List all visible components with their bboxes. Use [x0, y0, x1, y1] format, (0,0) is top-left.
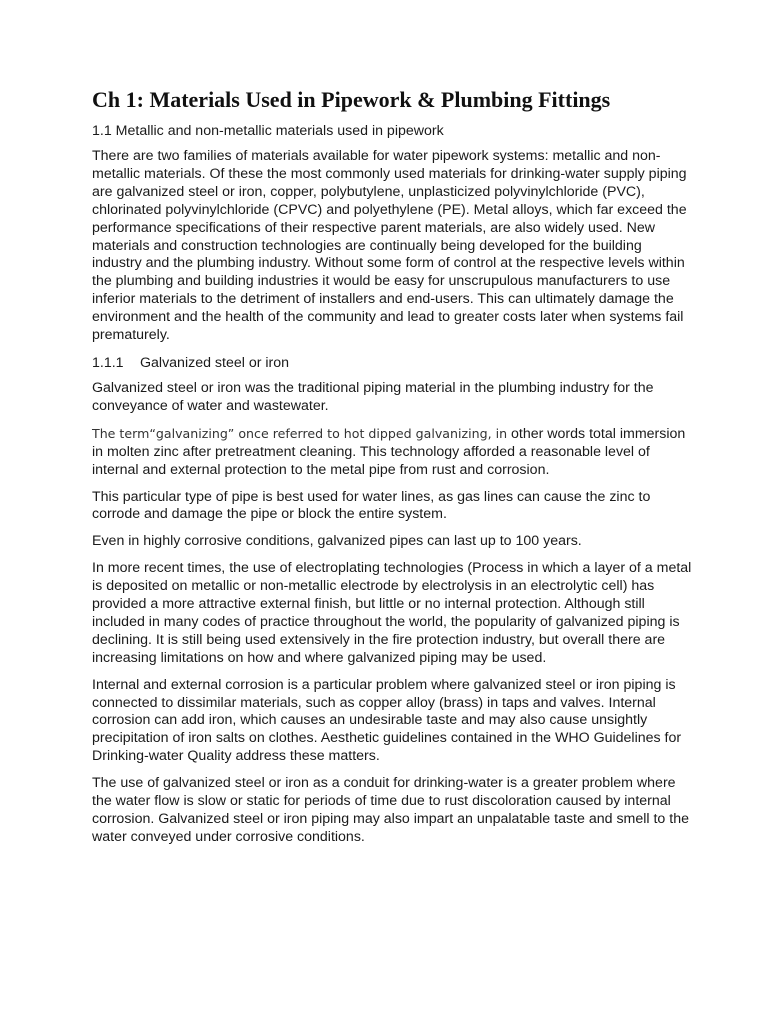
document-page — [92, 84, 692, 856]
chapter-title: Ch 1: Materials Used in Pipework & Plumbing Fittings — [92, 87, 611, 112]
section-title: Galvanized steel or iron — [140, 354, 290, 371]
paragraph-corrosion: Internal and external corrosion is a particular problem where galvanized steel or iron piping is connected to dissimilar materials, such as copper alloy (brass) in taps and valves. Internal corrosion can add iron, which causes an undesirable taste and may also cause unsightly precipitation of iron salts on clothes. Aesthetic guidelines contained in the WHO Guidelines for Drinking-water Quality address these matters. — [92, 676, 682, 765]
paragraph-galvanizing-term — [92, 425, 692, 480]
section-heading-1-1: 1.1 Metallic and non-metallic materials used in pipework — [92, 123, 444, 139]
section-number: 1.1.1 — [92, 354, 124, 371]
paragraph-drinking-water: The use of galvanized steel or iron as a conduit for drinking-water is a greater problem where the water flow is slow or static for periods of time due to rust discoloration caused by internal corrosion. Galvanized steel or iron piping may also impart an unpalatable taste and smell to the water conveyed under corrosive conditions. — [92, 775, 689, 845]
paragraph-lifespan: Even in highly corrosive conditions, galvanized pipes can last up to 100 years. — [92, 533, 582, 550]
paragraph-galvanizing-rest: other words total immersion in molten zinc after pretreatment cleaning. This technology afforded a reasonable level of internal and external protection to the metal pipe from rust and corrosion. — [92, 425, 686, 478]
paragraph-electroplating: In more recent times, the use of electroplating technologies (Process in which a layer of a metal is deposited on metallic or non-metallic electrode by electrolysis in an electrolytic cell) has provided a more attractive external finish, but little or no internal protection. Although still included in many codes of practice throughout the world, the popularity of galvanized piping is declining. It is still being used extensively in the fire protection industry, but overall there are increasing limitations on how and where galvanized piping may be used. — [92, 560, 692, 666]
paragraph-galvanizing-lead: The term“galvanizing” once referred to hot dipped galvanizing, in — [92, 425, 508, 441]
paragraph-water-lines: This particular type of pipe is best used for water lines, as gas lines can cause the zinc to corrode and damage the pipe or block the entire system. — [92, 488, 651, 523]
paragraph-galvanized-intro: Galvanized steel or iron was the traditional piping material in the plumbing industry for the conveyance of water and wastewater. — [92, 379, 654, 414]
paragraph-materials-overview: There are two families of materials available for water pipework systems: metallic and non-metallic materials. Of these the most commonly used materials for drinking-water supply piping are galvanized steel or iron, copper, polybutylene, unplasticized polyvinylchloride (PVC), chlorinated polyvinylchloride (CPVC) and polyethylene (PE). Metal alloys, which far exceed the performance specifications of their respective parent materials, are also widely used. New materials and construction technologies are continually being developed for the building industry and the plumbing industry. Without some form of control at the respective levels within the plumbing and building industries it would be easy for unscrupulous manufacturers to use inferior materials to the detriment of installers and end-users. This can ultimately damage the environment and the health of the community and lead to greater costs later when systems fail prematurely. — [92, 148, 687, 344]
section-heading-1-1-1 — [92, 354, 692, 372]
